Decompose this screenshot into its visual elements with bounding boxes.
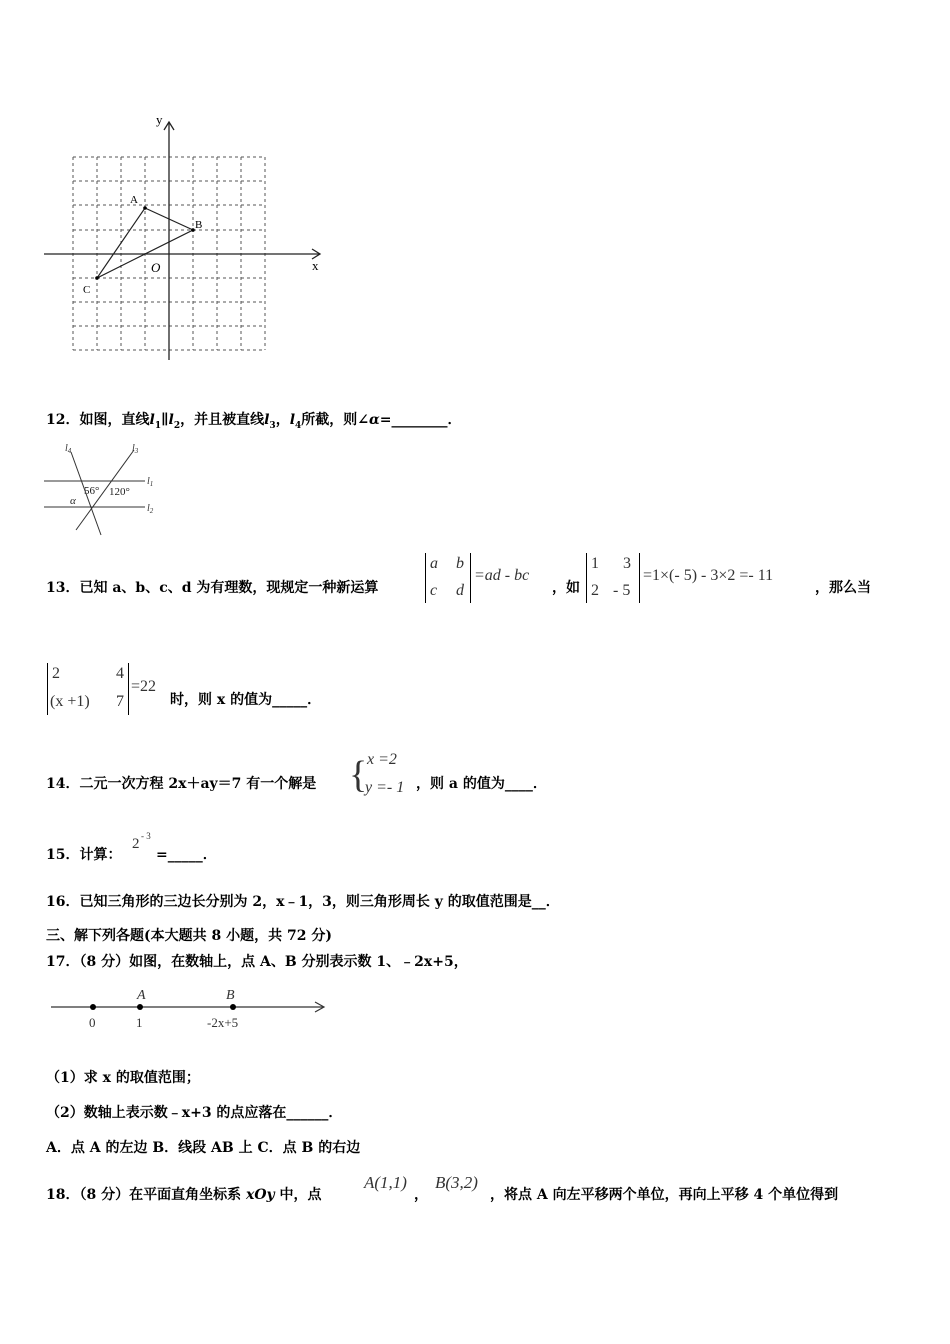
determinant-abcd: a b c d [425,553,471,603]
system-eq-x: x =2 [367,751,397,768]
determinant-example: 1 3 2 - 5 [586,553,640,603]
example-result: =1×(- 5) - 3×2 =- 11 [643,567,774,584]
point-a-coord: A(1,1) [364,1173,407,1192]
q13-example-lead: ，如 [552,580,580,596]
q17-options: A．点 A 的左边 B．线段 AB 上 C．点 B 的右边 [46,1140,361,1156]
q18-continuation: ，将点 A 向左平移两个单位，再向上平移 4 个单位得到 [490,1187,839,1203]
numberline-label-b: B [226,988,235,1003]
question-14: 14．二元一次方程 2x＋ay＝7 有一个解是 [46,776,317,792]
q13-then: ，那么当 [815,580,871,596]
line-l2-label: $l_2$ [147,503,154,515]
axis-x-label: x [312,258,319,273]
coord-separator: ， [414,1187,428,1203]
section-heading: 三、解下列各题(本大题共 8 小题，共 72 分) [46,928,332,944]
question-18: 18．（8 分）在平面直角坐标系 xOy 中，点 [46,1187,322,1203]
question-number: 17． [46,954,80,970]
power-base: 2 [132,836,140,852]
determinant-definition: =ad - bc [474,567,530,584]
question-17: 17．（8 分）如图，在数轴上，点 A、B 分别表示数 1、﹣2x+5， [46,954,468,970]
system-eq-y: y =- 1 [365,779,405,796]
q17-part-1: （1）求 x 的取值范围； [46,1070,200,1086]
point-b-coord: B(3,2) [435,1173,478,1192]
point-b-label: B [195,219,203,231]
q17-part-2: （2）数轴上表示数﹣x+3 的点应落在______． [46,1105,343,1121]
number-line-figure [45,984,335,1034]
power-exponent: - 3 [141,831,151,841]
parallel-lines-figure [40,438,165,538]
question-number: 14． [46,776,80,792]
angle-120-label: 120° [109,486,130,498]
angle-alpha-label: α [70,495,76,507]
question-number: 16． [46,894,80,910]
numberline-tick-b: -2x+5 [207,1015,239,1030]
question-number: 13． [46,580,80,596]
system-brace: { [349,754,368,796]
question-12: 12．如图，直线$l_1\parallel l_2$，并且被直线$l_3$，$l_4$所截，则∠α=________． [46,412,462,431]
question-number: 12． [46,412,80,428]
question-number: 18． [46,1187,80,1203]
question-number: 15． [46,847,80,863]
q15-answer-blank: =_____． [156,847,217,863]
condition-result: =22 [131,678,157,695]
line-l3-label: $l_3$ [132,443,139,455]
numberline-tick-1: 1 [136,1015,143,1030]
angle-56-label: 56° [84,485,100,497]
point-a-label: A [130,194,138,206]
question-16: 16．已知三角形的三边长分别为 2，x﹣1，3，则三角形周长 y 的取值范围是__． [46,894,560,910]
point-c-label: C [83,284,91,296]
question-13: 13．已知 a、b、c、d 为有理数，现规定一种新运算 [46,580,379,596]
q13-ask: 时，则 x 的值为_____． [170,692,322,708]
origin-label: O [151,260,161,275]
numberline-label-a: A [137,988,146,1003]
numberline-tick-0: 0 [89,1015,96,1030]
determinant-condition: 2 4 (x +1) 7 [47,663,129,715]
line-l1-label: $l_1$ [147,476,154,488]
question-15: 15．计算： [46,847,122,863]
line-l4-label: $l_4$ [65,443,72,455]
coordinate-graph [40,110,330,365]
axis-y-label: y [156,112,163,127]
q14-ask: ，则 a 的值为____． [416,776,547,792]
